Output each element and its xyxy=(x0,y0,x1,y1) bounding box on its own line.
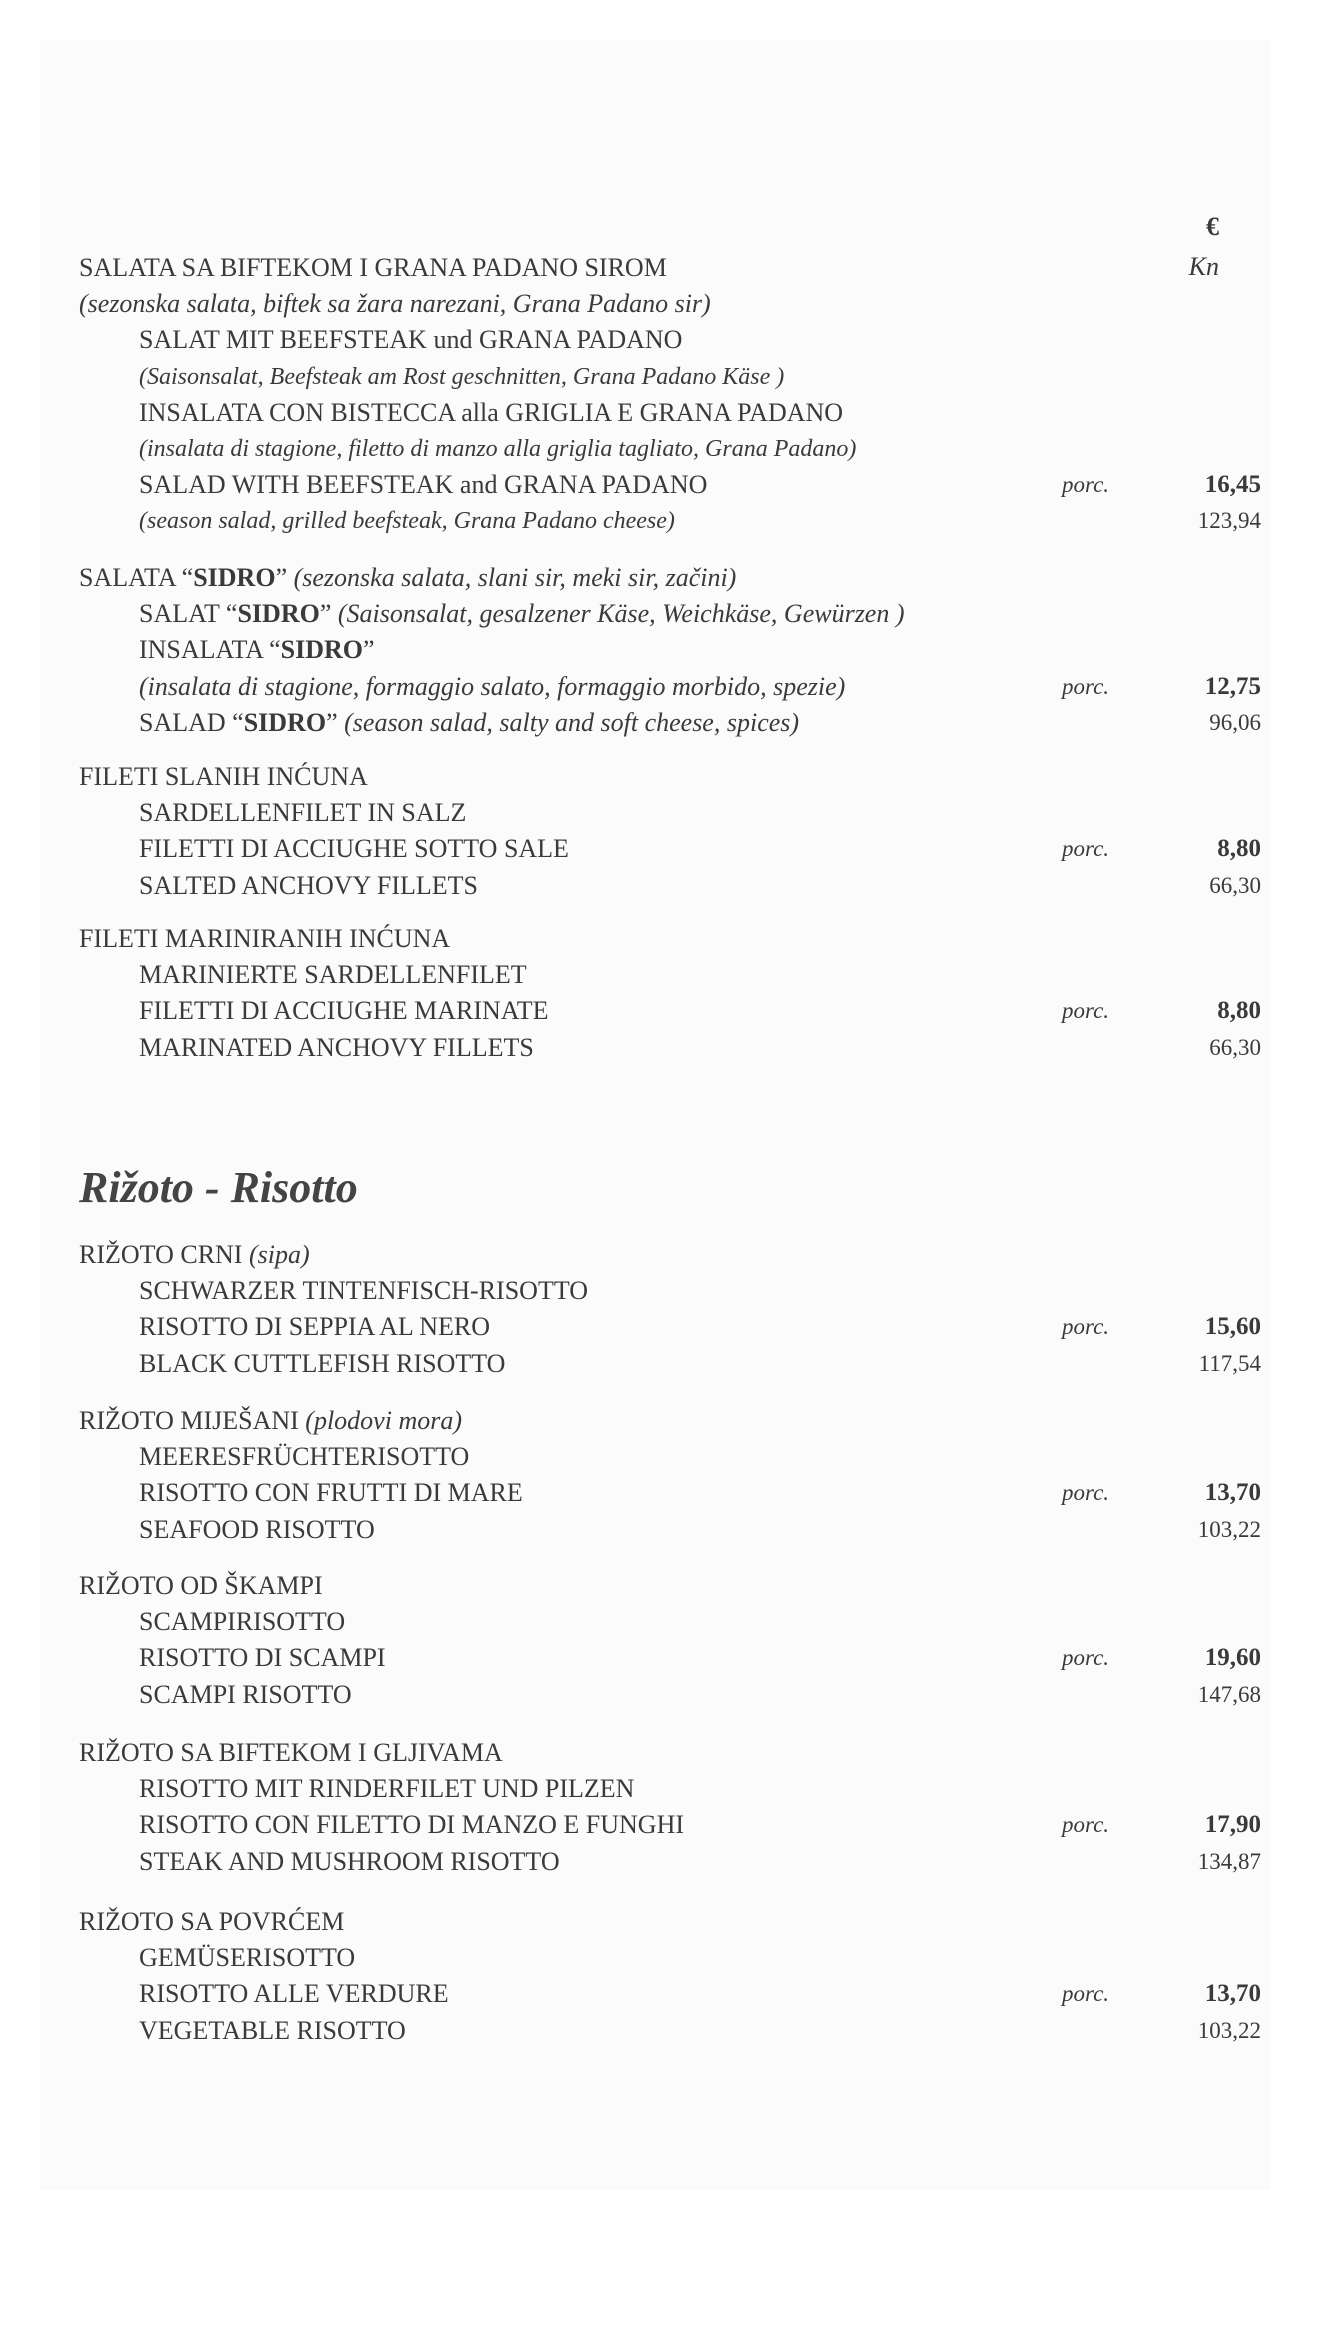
menu-item-line xyxy=(0,993,1339,1029)
text-segment: SIDRO xyxy=(237,599,320,629)
item-text xyxy=(79,1568,323,1604)
item-text xyxy=(139,395,843,431)
price-kn: 147,68 xyxy=(1197,1681,1261,1707)
text-segment: SCHWARZER TINTENFISCH-RISOTTO xyxy=(139,1276,589,1306)
price-kn: 134,87 xyxy=(1197,1848,1261,1874)
text-segment: SIDRO xyxy=(193,563,276,592)
text-segment: RIŽOTO MIJEŠANI xyxy=(79,1406,306,1435)
text-segment: SALAD WITH BEEFSTEAK and GRANA PADANO xyxy=(139,470,708,500)
item-text xyxy=(139,1640,386,1676)
text-segment: RISOTTO CON FRUTTI DI MARE xyxy=(139,1478,523,1508)
item-text xyxy=(139,831,569,867)
item-text xyxy=(139,1475,523,1511)
text-segment: INSALATA “ xyxy=(139,635,281,665)
menu-item-line xyxy=(0,1677,1339,1713)
menu-item-line xyxy=(0,1273,1339,1309)
euro-currency-label: € xyxy=(1206,212,1219,241)
text-segment: MARINATED ANCHOVY FILLETS xyxy=(139,1032,534,1062)
item-text xyxy=(139,322,682,358)
menu-item-line xyxy=(0,467,1339,503)
menu-item-line xyxy=(0,1309,1339,1345)
item-text xyxy=(139,993,548,1029)
menu-item-line xyxy=(0,868,1339,904)
item-text xyxy=(79,560,736,596)
price-eur: 8,80 xyxy=(1217,835,1261,863)
text-segment: MEERESFRÜCHTERISOTTO xyxy=(139,1442,470,1472)
price-eur: 13,70 xyxy=(1204,1479,1261,1507)
text-segment: SIDRO xyxy=(280,635,363,665)
text-segment: ” xyxy=(326,707,345,737)
text-segment: (sezonska salata, biftek sa žara narezani, Grana Padano sir) xyxy=(79,289,711,319)
item-text xyxy=(139,596,905,632)
item-text xyxy=(139,467,707,503)
price-eur: 16,45 xyxy=(1204,471,1261,499)
item-text xyxy=(79,1735,503,1771)
price-eur: 8,80 xyxy=(1217,997,1261,1025)
menu-item-line xyxy=(0,1807,1339,1843)
menu-item xyxy=(0,250,1339,540)
text-segment: (sezonska salata, slani sir, meki sir, začini) xyxy=(293,563,737,592)
menu-item-line xyxy=(0,359,1339,395)
menu-item xyxy=(0,1735,1339,1880)
item-text xyxy=(139,1346,505,1382)
item-text xyxy=(139,632,375,668)
text-segment: ” xyxy=(275,563,294,592)
price-eur: 12,75 xyxy=(1204,672,1261,700)
text-segment: RISOTTO MIT RINDERFILET UND PILZEN xyxy=(139,1774,635,1804)
item-text xyxy=(139,1439,469,1475)
menu-item-line xyxy=(0,1940,1339,1976)
item-text xyxy=(139,669,845,705)
menu-item xyxy=(0,1904,1339,2049)
text-segment: FILETI SLANIH INĆUNA xyxy=(79,762,368,791)
item-text xyxy=(139,705,799,741)
portion-label: porc. xyxy=(1062,1981,1110,2007)
menu-item-line xyxy=(0,669,1339,705)
text-segment: FILETTI DI ACCIUGHE MARINATE xyxy=(139,996,549,1026)
price-eur: 13,70 xyxy=(1204,1980,1261,2008)
text-segment: VEGETABLE RISOTTO xyxy=(139,2015,406,2045)
price-kn: 117,54 xyxy=(1198,1350,1261,1376)
text-segment: RISOTTO DI SCAMPI xyxy=(139,1643,386,1673)
item-text xyxy=(139,1604,345,1640)
portion-label: porc. xyxy=(1062,472,1110,498)
menu-item-line xyxy=(0,1568,1339,1604)
item-text xyxy=(139,1807,684,1843)
text-segment: BLACK CUTTLEFISH RISOTTO xyxy=(139,1348,506,1378)
menu-item xyxy=(0,1237,1339,1382)
price-eur: 19,60 xyxy=(1204,1644,1261,1672)
item-text xyxy=(79,250,667,286)
menu-item-line xyxy=(0,1237,1339,1273)
text-segment: GEMÜSERISOTTO xyxy=(139,1943,356,1973)
item-text xyxy=(139,795,466,831)
text-segment: SALAT “ xyxy=(139,599,238,629)
menu-item-line xyxy=(0,1735,1339,1771)
text-segment: (insalata di stagione, filetto di manzo alla griglia tagliato, Grana Padano) xyxy=(139,435,857,462)
menu-item-line xyxy=(0,1640,1339,1676)
menu-item xyxy=(0,921,1339,1066)
menu-item xyxy=(0,759,1339,904)
kuna-currency-label: Kn xyxy=(1188,252,1219,281)
item-text xyxy=(79,286,711,322)
portion-label: porc. xyxy=(1062,1812,1110,1838)
text-segment: FILETI MARINIRANIH INĆUNA xyxy=(79,924,451,953)
item-text xyxy=(79,1403,462,1439)
text-segment: SALATA “ xyxy=(79,563,194,592)
text-segment: (plodovi mora) xyxy=(305,1406,462,1435)
item-text xyxy=(139,1940,355,1976)
menu-item-line xyxy=(0,503,1339,539)
text-segment: SARDELLENFILET IN SALZ xyxy=(139,798,467,828)
item-text xyxy=(139,1976,449,2012)
text-segment: SALAT MIT BEEFSTEAK und GRANA PADANO xyxy=(139,325,683,355)
menu-item-line xyxy=(0,632,1339,668)
text-segment: SALTED ANCHOVY FILLETS xyxy=(139,870,478,900)
text-segment: SEAFOOD RISOTTO xyxy=(139,1514,375,1544)
text-segment: (Saisonsalat, gesalzener Käse, Weichkäse, Gewürzen ) xyxy=(337,599,905,629)
menu-item-line xyxy=(0,957,1339,993)
item-text xyxy=(139,1677,352,1713)
menu-item-line xyxy=(0,322,1339,358)
portion-label: porc. xyxy=(1062,1480,1110,1506)
text-segment: SIDRO xyxy=(243,707,327,737)
item-text xyxy=(139,1844,560,1880)
item-text xyxy=(139,1512,375,1548)
price-kn: 66,30 xyxy=(1209,1034,1261,1060)
price-kn: 96,06 xyxy=(1209,709,1261,735)
menu-item-line xyxy=(0,705,1339,741)
menu-item-line xyxy=(0,1844,1339,1880)
menu-item-line xyxy=(0,921,1339,957)
text-segment: MARINIERTE SARDELLENFILET xyxy=(139,960,527,990)
text-segment: INSALATA CON BISTECCA alla GRIGLIA E GRANA PADANO xyxy=(139,397,844,427)
menu-item-line xyxy=(0,1346,1339,1382)
item-text xyxy=(139,2013,406,2049)
portion-label: porc. xyxy=(1062,1645,1110,1671)
price-eur: 15,60 xyxy=(1204,1313,1261,1341)
menu-item-line xyxy=(0,831,1339,867)
text-segment: ” xyxy=(363,635,375,665)
item-text xyxy=(139,1771,634,1807)
item-text xyxy=(79,1904,344,1940)
menu-item xyxy=(0,1403,1339,1548)
menu-item-line xyxy=(0,1604,1339,1640)
item-text xyxy=(139,431,856,467)
menu-item-line xyxy=(0,1976,1339,2012)
menu-item-line xyxy=(0,596,1339,632)
text-segment: RIŽOTO SA POVRĆEM xyxy=(79,1907,345,1936)
item-text xyxy=(139,868,478,904)
text-segment: RISOTTO DI SEPPIA AL NERO xyxy=(139,1312,491,1342)
text-segment: (season salad, grilled beefsteak, Grana Padano cheese) xyxy=(139,508,675,535)
price-kn: 123,94 xyxy=(1197,508,1261,534)
menu-item-line xyxy=(0,759,1339,795)
item-text xyxy=(139,1273,588,1309)
item-text xyxy=(139,503,675,539)
text-segment: (season salad, salty and soft cheese, spices) xyxy=(344,707,800,737)
text-segment: STEAK AND MUSHROOM RISOTTO xyxy=(139,1846,560,1876)
item-text xyxy=(79,1237,310,1273)
portion-label: porc. xyxy=(1062,1314,1110,1340)
menu-item-line xyxy=(0,1904,1339,1940)
portion-label: porc. xyxy=(1062,998,1110,1024)
risotto-section-heading: Rižoto - Risotto xyxy=(79,1163,358,1212)
text-segment: (Saisonsalat, Beefsteak am Rost geschnitten, Grana Padano Käse ) xyxy=(139,363,785,390)
menu-item-line xyxy=(0,395,1339,431)
text-segment: SALAD “ xyxy=(139,707,244,737)
price-eur: 17,90 xyxy=(1204,1811,1261,1839)
item-text xyxy=(79,759,368,795)
menu-item-line xyxy=(0,1439,1339,1475)
menu-item-line xyxy=(0,795,1339,831)
menu-item-line xyxy=(0,431,1339,467)
text-segment: FILETTI DI ACCIUGHE SOTTO SALE xyxy=(139,834,569,864)
menu-item-line xyxy=(0,560,1339,596)
text-segment: (sipa) xyxy=(248,1240,310,1269)
text-segment: SCAMPIRISOTTO xyxy=(139,1607,346,1637)
item-text xyxy=(139,359,784,395)
menu-item-line xyxy=(0,286,1339,322)
price-kn: 103,22 xyxy=(1197,1516,1261,1542)
menu-item xyxy=(0,560,1339,741)
price-kn: 66,30 xyxy=(1209,872,1261,898)
menu-item-line xyxy=(0,2013,1339,2049)
text-segment: RISOTTO CON FILETTO DI MANZO E FUNGHI xyxy=(139,1810,685,1840)
menu-item-line xyxy=(0,250,1339,286)
text-segment: RISOTTO ALLE VERDURE xyxy=(139,1979,449,2009)
portion-label: porc. xyxy=(1062,673,1110,699)
menu-item-line xyxy=(0,1403,1339,1439)
item-text xyxy=(139,1309,490,1345)
text-segment: RIŽOTO SA BIFTEKOM I GLJIVAMA xyxy=(79,1738,503,1767)
item-text xyxy=(139,1030,534,1066)
menu-item-line xyxy=(0,1475,1339,1511)
price-kn: 103,22 xyxy=(1197,2017,1261,2043)
item-text xyxy=(139,957,527,993)
menu-item-line xyxy=(0,1030,1339,1066)
item-text xyxy=(79,921,450,957)
text-segment: RIŽOTO OD ŠKAMPI xyxy=(79,1571,323,1600)
text-segment: ” xyxy=(319,599,338,629)
text-segment: SALATA SA BIFTEKOM I GRANA PADANO SIROM xyxy=(79,253,667,282)
text-segment: RIŽOTO CRNI xyxy=(79,1240,249,1269)
text-segment: (insalata di stagione, formaggio salato, formaggio morbido, spezie) xyxy=(139,671,846,701)
menu-item-line xyxy=(0,1512,1339,1548)
menu-item xyxy=(0,1568,1339,1713)
text-segment: SCAMPI RISOTTO xyxy=(139,1679,352,1709)
menu-item-line xyxy=(0,1771,1339,1807)
portion-label: porc. xyxy=(1062,836,1110,862)
